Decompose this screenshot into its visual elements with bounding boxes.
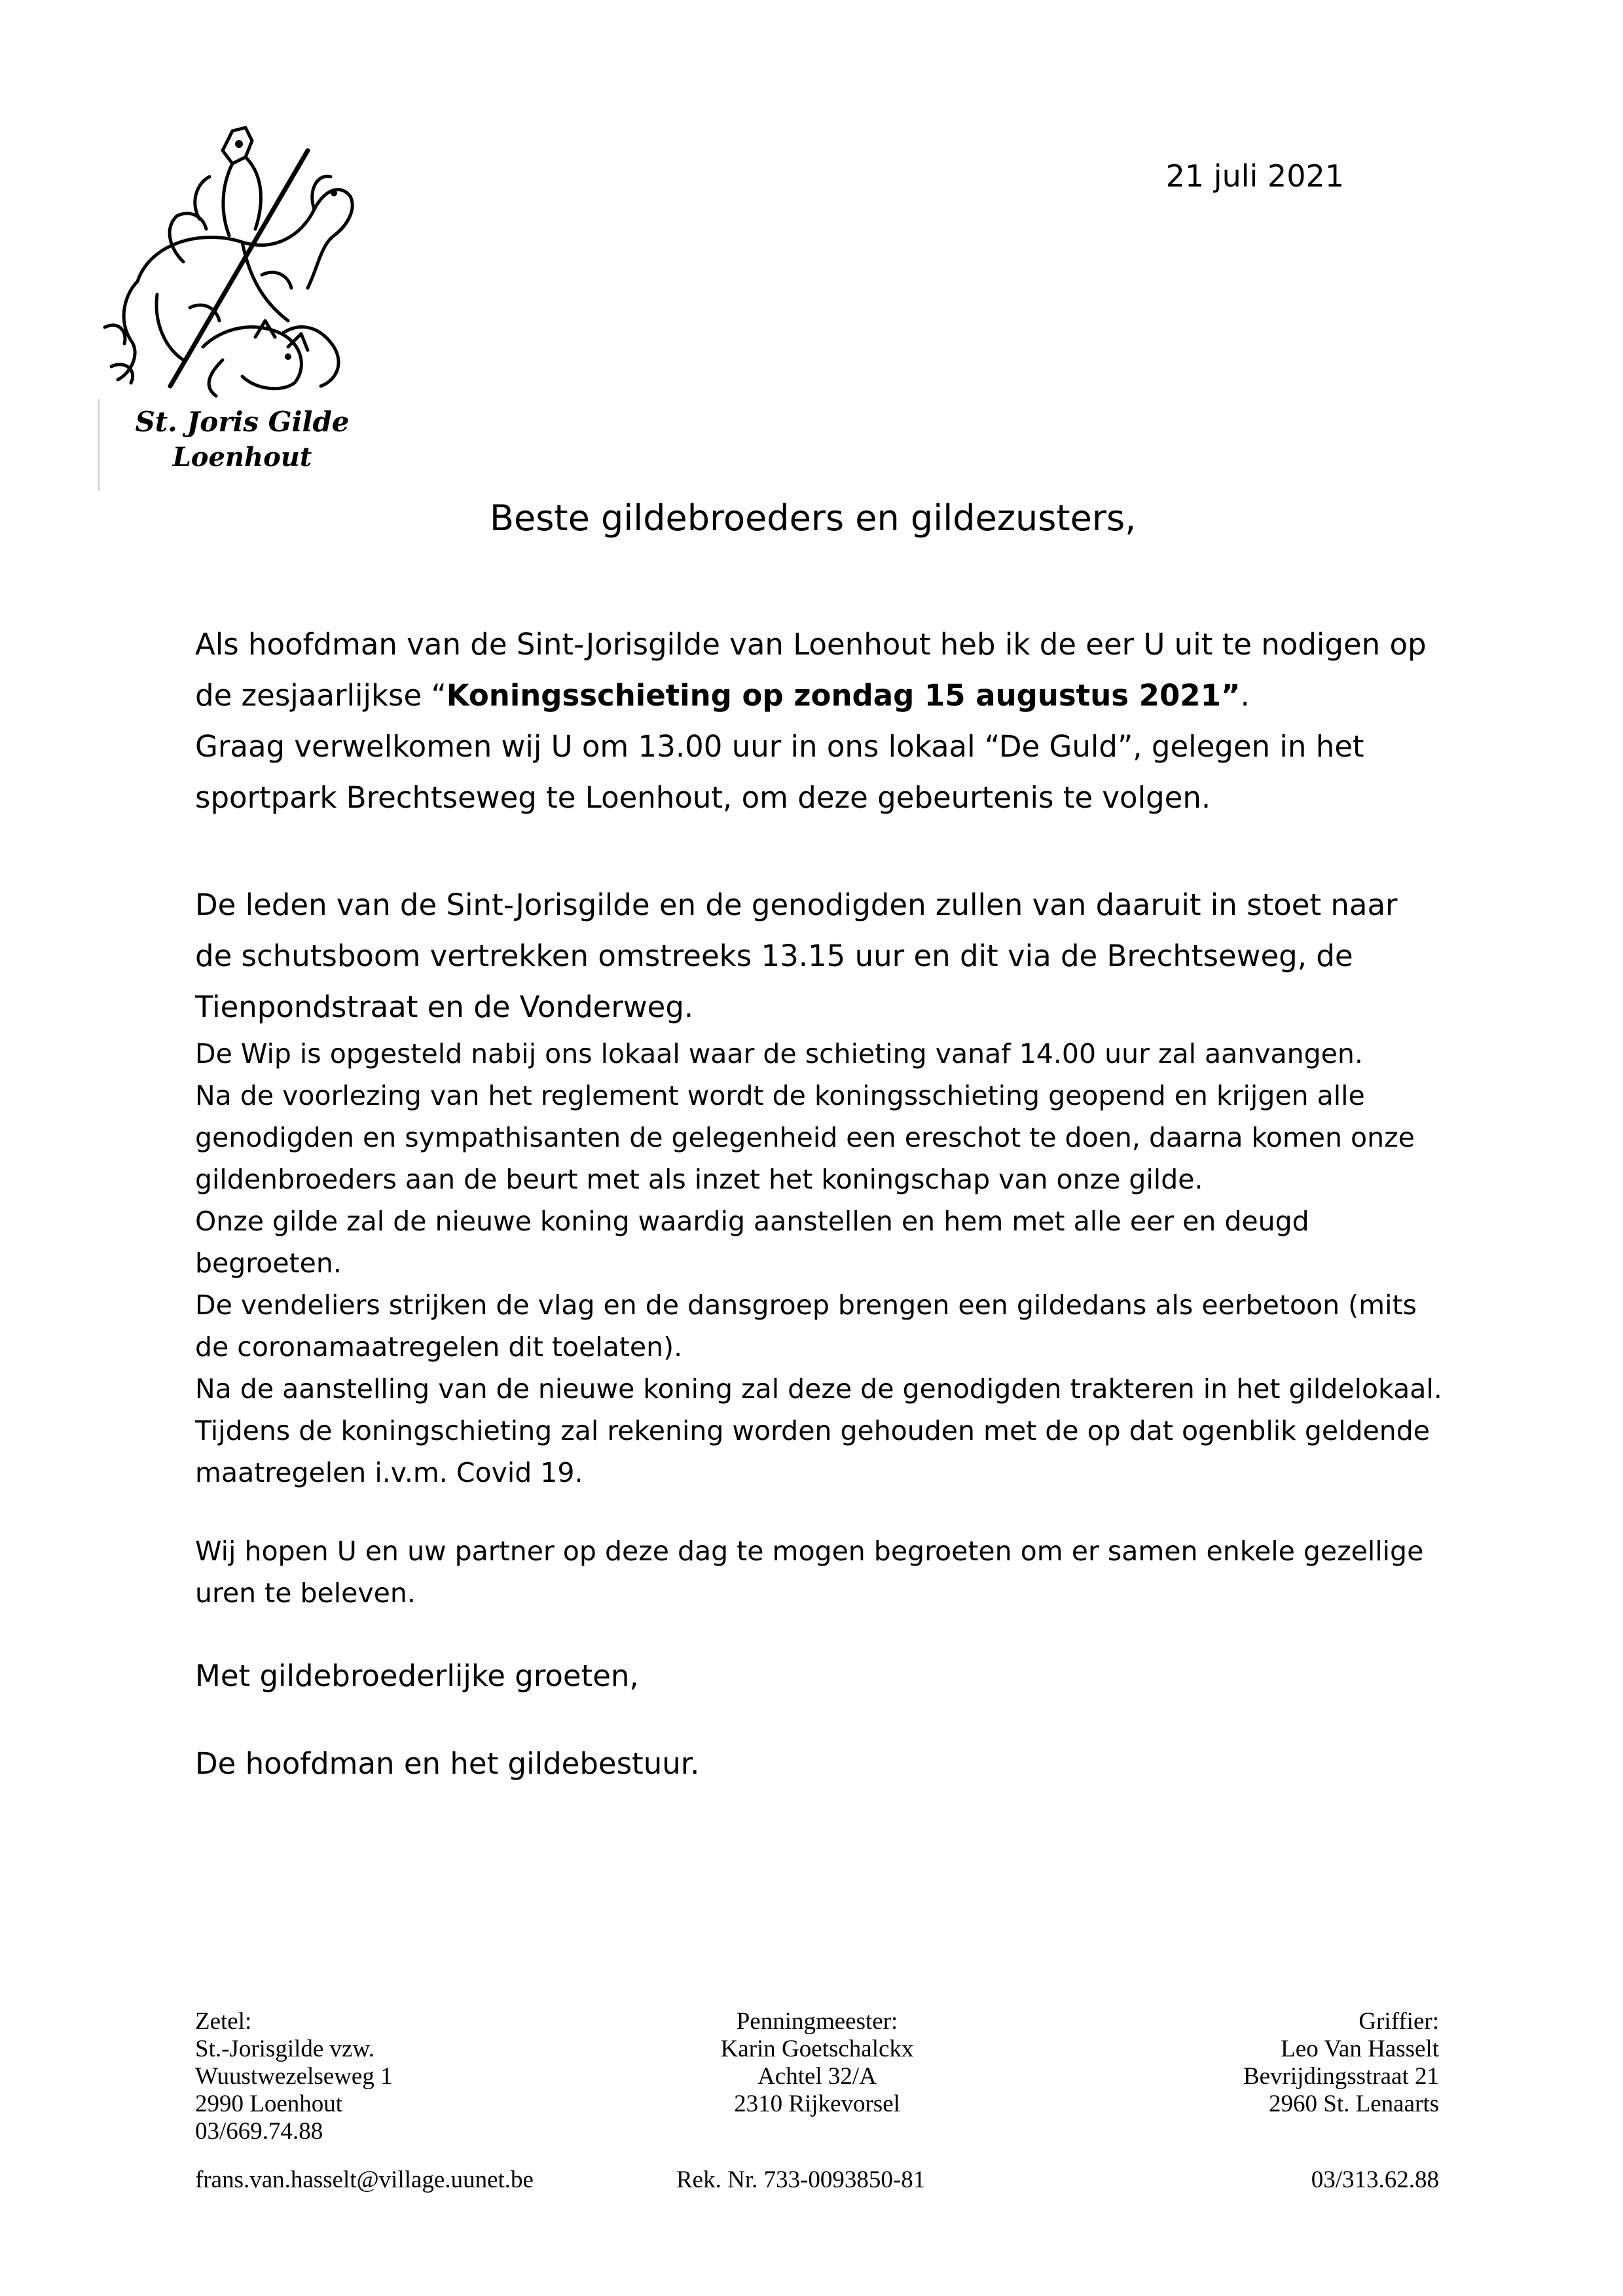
- signature-line: De hoofdman en het gildebestuur.: [195, 1746, 700, 1781]
- footer-line: Griffier:: [1359, 2008, 1439, 2035]
- logo-divider: [98, 399, 100, 491]
- body-line: genodigden en sympathisanten de gelegenheid een ereschot te doen, daarna komen onze: [195, 1122, 1415, 1153]
- footer-line: Zetel:: [195, 2008, 252, 2035]
- body-line: Na de voorlezing van het reglement wordt de koningsschieting geopend en krijgen alle: [195, 1080, 1365, 1111]
- footer-line: Penningmeester:: [736, 2008, 898, 2035]
- letter-body: [195, 619, 1478, 1789]
- body-line: Wij hopen U en uw partner op deze dag te mogen begroeten om er samen enkele gezellige: [195, 1535, 1424, 1567]
- footer-line: Wuustwezelseweg 1: [195, 2063, 393, 2090]
- body-line: de coronamaatregelen dit toelaten).: [195, 1331, 683, 1363]
- logo-guild-place: Loenhout: [172, 442, 312, 473]
- footer-treasurer-column: [621, 2008, 1013, 2118]
- body-line: [195, 670, 1478, 721]
- footer-clerk-column: [1243, 2008, 1439, 2118]
- st-george-dragon-icon: [92, 111, 367, 399]
- footer-phone: 03/313.62.88: [1311, 2166, 1439, 2193]
- body-text-span: de zesjaarlijkse “: [195, 678, 447, 713]
- footer-line: 2310 Rijkevorsel: [734, 2090, 900, 2117]
- footer-email: frans.van.hasselt@village.uunet.be: [195, 2166, 534, 2193]
- guild-logo: [92, 111, 367, 491]
- body-text-span: .: [1240, 678, 1250, 713]
- letter-footer: [195, 2008, 1439, 2193]
- paragraph-gap: [195, 1614, 1478, 1651]
- closing-line: Met gildebroederlijke groeten,: [195, 1659, 639, 1693]
- body-line: uren te beleven.: [195, 1577, 416, 1609]
- paragraph-gap: [195, 1702, 1478, 1738]
- footer-line: 03/669.74.88: [195, 2118, 323, 2145]
- body-line: Graag verwelkomen wij U om 13.00 uur in ons lokaal “De Guld”, gelegen in het: [195, 729, 1364, 764]
- body-line: Onze gilde zal de nieuwe koning waardig aanstellen en hem met alle eer en deugd: [195, 1206, 1309, 1237]
- body-line: De Wip is opgesteld nabij ons lokaal waar de schieting vanaf 14.00 uur zal aanvangen.: [195, 1038, 1363, 1069]
- body-line: De leden van de Sint-Jorisgilde en de genodigden zullen van daaruit in stoet naar: [195, 888, 1398, 922]
- paragraph-gap: [195, 1494, 1478, 1530]
- logo-guild-name: St. Joris Gilde: [135, 406, 350, 438]
- body-line: de schutsboom vertrekken omstreeks 13.15 uur en dit via de Brechtseweg, de: [195, 939, 1353, 973]
- body-line: sportpark Brechtseweg te Loenhout, om deze gebeurtenis te volgen.: [195, 780, 1211, 815]
- footer-bank-account: Rek. Nr. 733-0093850-81: [676, 2166, 926, 2193]
- footer-line: Bevrijdingsstraat 21: [1243, 2063, 1439, 2090]
- letter-date: 21 juli 2021: [1165, 158, 1344, 194]
- body-line: maatregelen i.v.m. Covid 19.: [195, 1457, 583, 1488]
- body-line: Als hoofdman van de Sint-Jorisgilde van Loenhout heb ik de eer U uit te nodigen op: [195, 627, 1427, 662]
- body-line: begroeten.: [195, 1247, 342, 1279]
- footer-line: Leo Van Hasselt: [1281, 2036, 1439, 2062]
- body-line: Tienpondstraat en de Vonderweg.: [195, 990, 694, 1024]
- body-line: Tijdens de koningschieting zal rekening worden gehouden met de op dat ogenblik geldende: [195, 1415, 1430, 1446]
- salutation: Beste gildebroeders en gildezusters,: [490, 497, 1137, 539]
- body-line: Na de aanstelling van de nieuwe koning zal deze de genodigden trakteren in het gildelokaal.: [195, 1373, 1442, 1405]
- footer-line: St.-Jorisgilde vzw.: [195, 2036, 375, 2062]
- footer-line: Karin Goetschalckx: [720, 2036, 914, 2062]
- footer-line: 2990 Loenhout: [195, 2090, 343, 2117]
- footer-line: 2960 St. Lenaarts: [1269, 2090, 1439, 2117]
- paragraph-gap: [195, 823, 1478, 880]
- event-highlight: Koningsschieting op zondag 15 augustus 2021”: [446, 678, 1241, 713]
- footer-seat-column: [195, 2008, 393, 2145]
- body-line: De vendeliers strijken de vlag en de dansgroep brengen een gildedans als eerbetoon (mits: [195, 1289, 1417, 1321]
- body-line: gildenbroeders aan de beurt met als inzet het koningschap van onze gilde.: [195, 1164, 1203, 1195]
- footer-line: Achtel 32/A: [757, 2063, 877, 2090]
